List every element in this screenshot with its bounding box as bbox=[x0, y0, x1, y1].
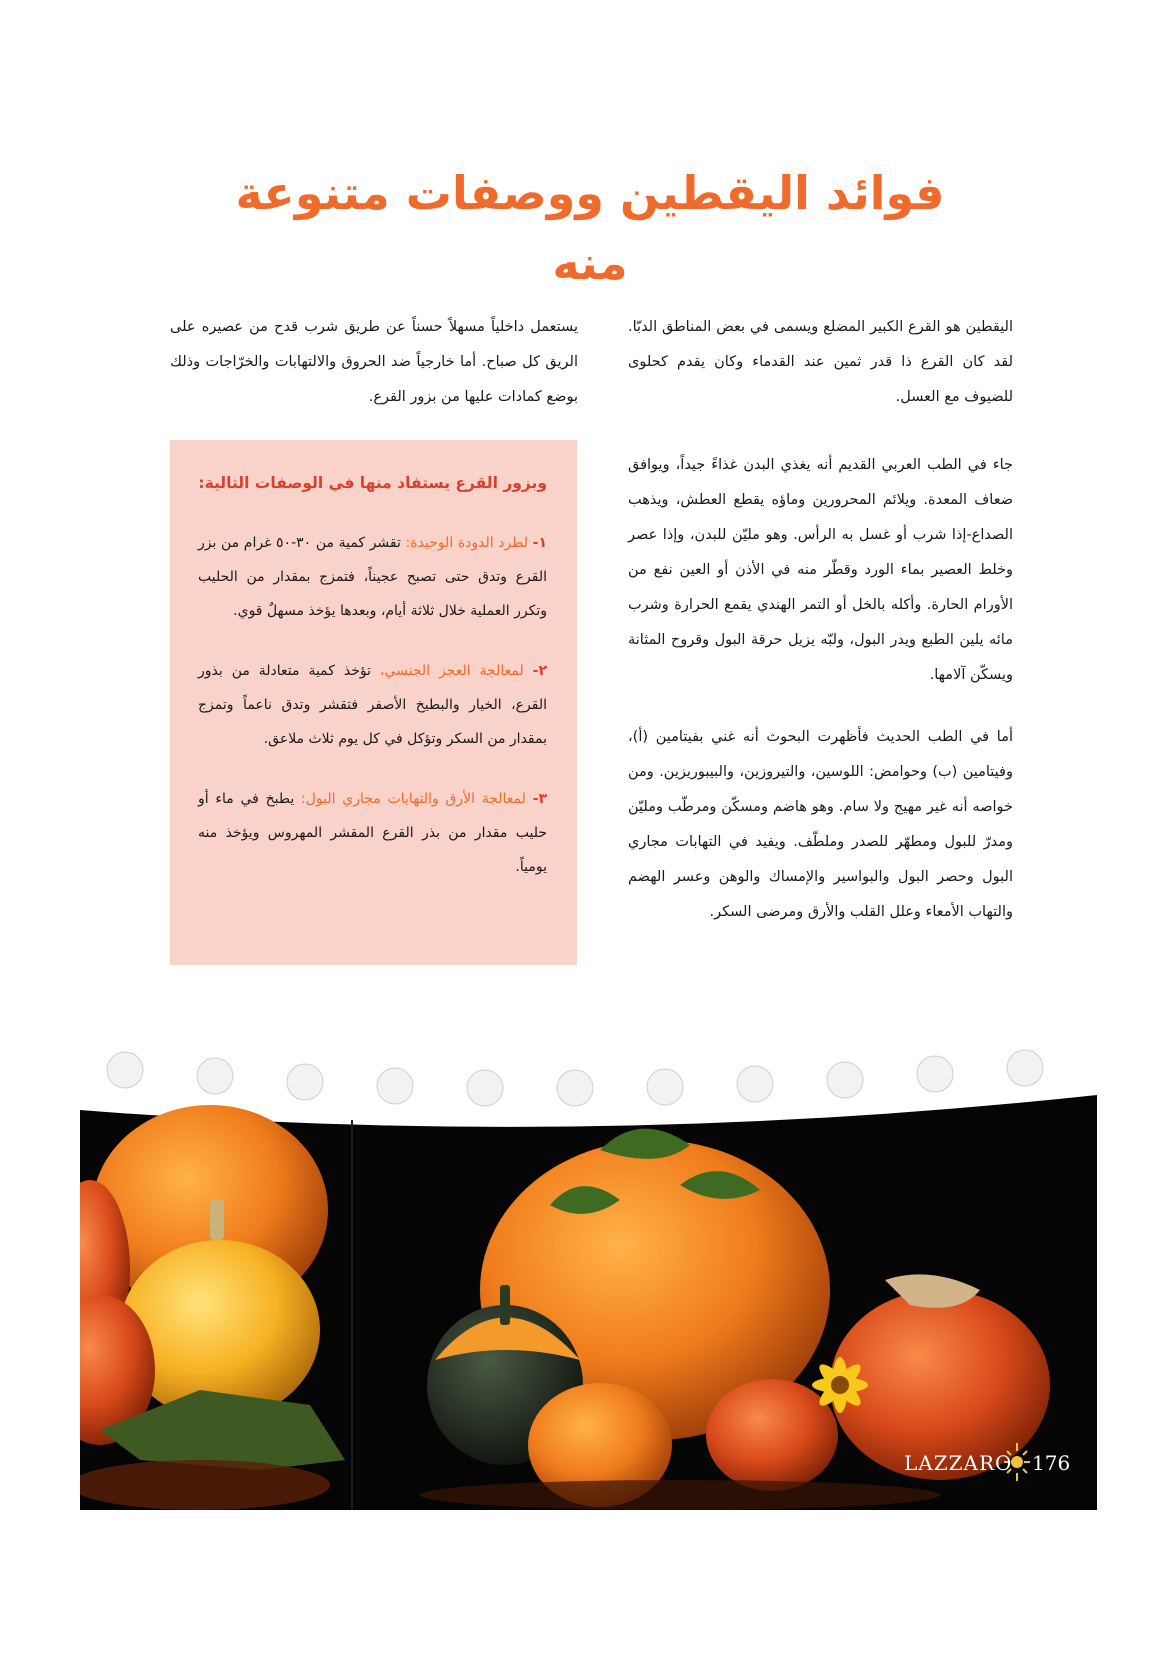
pumpkins-illustration bbox=[80, 1040, 1097, 1510]
page-number: 176 bbox=[1032, 1451, 1071, 1475]
recipe-number: ٢- bbox=[532, 663, 548, 679]
recipe-text: تقشر كمية من ٣٠-٥٠ غرام من بزر القرع وتدق حتى تصبح عجيناً، فتمزج بمقدار من الحليب وتكرر العملية خلال ثلاثة أيام، وبعدها يؤخذ مسهلٌ قوي. bbox=[198, 535, 547, 619]
page-title: فوائد اليقطين ووصفات متنوعة منه bbox=[235, 166, 945, 290]
intro-paragraph: اليقطين هو القرع الكبير المضلع ويسمى في بعض المناطق الدبّا. لقد كان القرع ذا قدر ثمين عند القدماء وكان يقدم كحلوى للضيوف مع العسل. bbox=[628, 319, 1013, 405]
arabic-medicine-paragraph: جاء في الطب العربي القديم أنه يغذي البدن غذاءً جيداً، ويوافق ضعاف المعدة. ويلائم المحرورين وماؤه يقطع العطش، ويذهب الصداع-إذا شرب أو غسل به الرأس. وهو مليّن للبدن، وإذا عصر وخلط العصير بماء الورد وقطّر منه في الأذن أو العين نفع من الأورام الحارة. وأكله بالخل أو التمر الهندي يقمع الحرارة وشرب مائه يلين الطبع ويدر البول، ولبّه يزيل حرقة البول وقروح المثانة ويسكّن آلامها. bbox=[628, 457, 1013, 683]
recipe-label: لمعالجة العجز الجنسي، bbox=[379, 663, 524, 679]
usage-paragraph: يستعمل داخلياً مسهلاً حسناً عن طريق شرب قدح من عصيره على الريق كل صباح. أما خارجياً ضد الحروق والالتهابات والخرّاجات وذلك بوضع كمادات عليها من بزور القرع. bbox=[170, 319, 578, 405]
recipes-box bbox=[170, 440, 577, 965]
recipe-text: تؤخذ كمية متعادلة من بذور القرع، الخيار والبطيخ الأصفر فتقشر وتدق ناعماً وتمزج بمقدار من السكر وتؤكل في كل يوم ثلاث ملاعق. bbox=[198, 663, 547, 747]
brand-logo: LAZZARO bbox=[904, 1451, 1013, 1475]
recipe-item bbox=[198, 782, 547, 884]
pumpkins-photo bbox=[80, 1040, 1097, 1510]
recipe-text: يطبخ في ماء أو حليب مقدار من بذر القرع المقشر المهروس ويؤخذ منه يومياً. bbox=[198, 791, 547, 875]
recipe-label: لطرد الدودة الوحيدة: bbox=[405, 535, 529, 551]
recipes-title: وبزور القرع يستفاد منها في الوصفات التالية: bbox=[198, 474, 547, 492]
recipe-number: ٣- bbox=[532, 791, 547, 807]
recipe-item bbox=[198, 526, 547, 628]
recipe-number: ١- bbox=[532, 535, 548, 551]
modern-medicine-paragraph: أما في الطب الحديث فأظهرت البحوث أنه غني بفيتامين (أ)، وفيتامين (ب) وحوامض: اللوسين، والتيروزين، والبيبوريزين. ومن خواصه أنه غير مهيج ولا سام. وهو هاضم ومسكّن ومرطّب ومليّن ومدرّ للبول ومطهّر للصدر وملطّف. ويفيد في التهابات مجاري البول وحصر البول والبواسير والإمساك والوهن وعسر الهضم والتهاب الأمعاء وعلل القلب والأرق ومرضى السكر. bbox=[628, 729, 1013, 920]
recipe-label: لمعالجة الأرق والتهابات مجاري البول: bbox=[301, 791, 526, 807]
recipe-item bbox=[198, 654, 547, 756]
